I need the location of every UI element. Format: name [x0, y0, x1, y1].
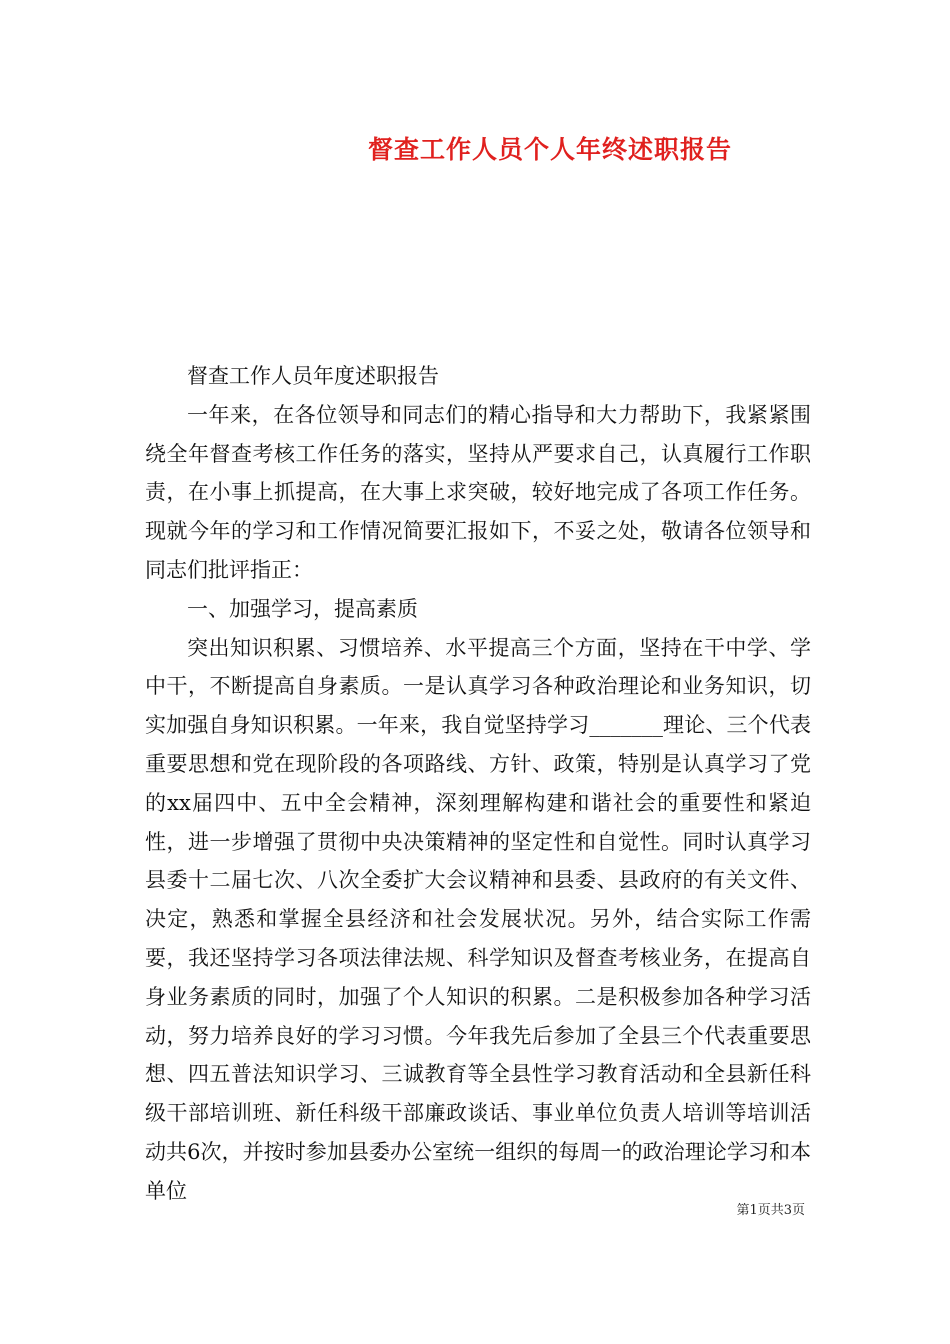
document-title: 督查工作人员个人年终述职报告 — [367, 135, 732, 164]
section-1-paragraph: 突出知识积累、习惯培养、水平提高三个方面，坚持在干中学、学中干，不断提高自身素质。一是认真学习各种政治理论和业务知识，切实加强自身知识积累。一年来，我自觉坚持学习_______理论、三个代表重要思想和党在现阶段的各项路线、方针、政策，特别是认真学习了党的xx届四中、五中全会精神，深刻理解构建和谐社会的重要性和紧迫性，进一步增强了贯彻中央决策精神的坚定性和自觉性。同时认真学习县委十二届七次、八次全委扩大会议精神和县委、县政府的有关文件、决定，熟悉和掌握全县经济和社会发展状况。另外，结合实际工作需要，我还坚持学习各项法律法规、科学知识及督查考核业务，在提高自身业务素质的同时，加强了个人知识的积累。二是积极参加各种学习活动，努力培养良好的学习习惯。今年我先后参加了全县三个代表重要思想、四五普法知识学习、三诚教育等全县性学习教育活动和全县新任科级干部培训班、新任科级干部廉政谈话、事业单位负责人培训等培训活动共6次，并按时参加县委办公室统一组织的每周一的政治理论学习和本单位 — [145, 635, 811, 1203]
intro-paragraph: 一年来，在各位领导和同志们的精心指导和大力帮助下，我紧紧围绕全年督查考核工作任务的落实，坚持从严要求自己，认真履行工作职责，在小事上抓提高，在大事上求突破，较好地完成了各项工作任务。现就今年的学习和工作情况简要汇报如下，不妥之处，敬请各位领导和同志们批评指正： — [145, 402, 811, 582]
document-body — [145, 357, 811, 1211]
section-heading-1: 一、加强学习，提高素质 — [187, 596, 418, 621]
page-number: 第1页共3页 — [736, 1203, 805, 1218]
report-heading: 督查工作人员年度述职报告 — [187, 364, 439, 388]
